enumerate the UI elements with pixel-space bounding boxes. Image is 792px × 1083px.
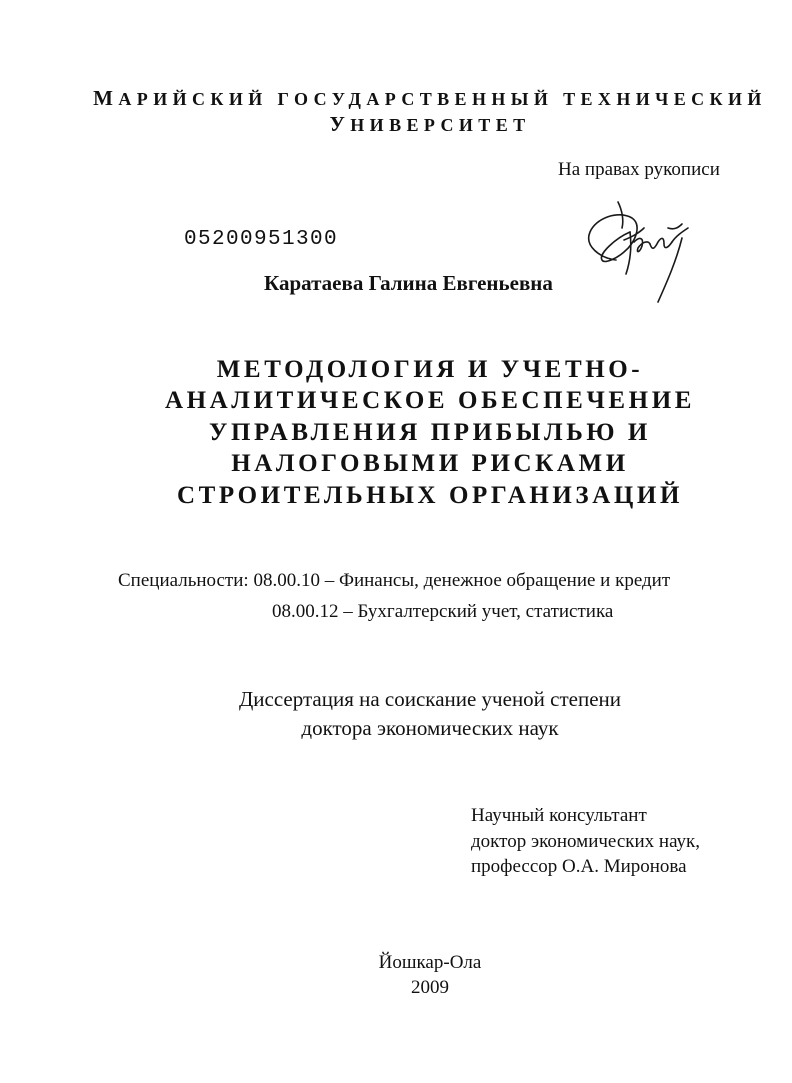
thesis-title-line: МЕТОДОЛОГИЯ И УЧЕТНО-: [216, 356, 644, 383]
university-line-1-rest: АРИЙСКИЙ ГОСУДАРСТВЕННЫЙ ТЕХНИЧЕСКИЙ: [118, 89, 767, 109]
specialty-item: 08.00.10 – Финансы, денежное обращение и кредит: [253, 570, 671, 591]
university-line-2-initial: У: [329, 112, 351, 136]
handwritten-signature: [578, 198, 700, 306]
scientific-consultant: [471, 803, 700, 880]
thesis-title-line: УПРАВЛЕНИЯ ПРИБЫЛЬЮ И: [209, 418, 651, 446]
university-name-line-1: [0, 86, 792, 112]
author-name: Каратаева Галина Евгеньевна: [264, 271, 553, 295]
consultant-role: Научный консультант: [471, 805, 647, 826]
university-name-line-2: [0, 112, 792, 138]
specialty-line-1: [118, 570, 670, 592]
consultant-name: профессор О.А. Миронова: [471, 856, 687, 877]
degree-line-1: Диссертация на соискание ученой степени: [238, 687, 622, 711]
consultant-degree: доктор экономических наук,: [471, 830, 701, 852]
specialties-label: Специальности:: [118, 570, 249, 591]
place-and-year: [280, 950, 580, 1000]
thesis-title: [100, 354, 760, 511]
university-header: [0, 86, 792, 138]
degree-statement: [100, 685, 760, 743]
year: 2009: [411, 977, 449, 998]
manuscript-note: На правах рукописи: [558, 159, 720, 180]
city: Йошкар-Ола: [378, 952, 482, 973]
specialty-item: 08.00.12 – Бухгалтерский учет, статистика: [272, 601, 614, 622]
thesis-title-line: СТРОИТЕЛЬНЫХ ОРГАНИЗАЦИЙ: [176, 481, 684, 509]
thesis-title-line: НАЛОГОВЫМИ РИСКАМИ: [231, 450, 629, 478]
specialty-line-2: [272, 601, 613, 623]
university-initial: М: [93, 86, 119, 110]
document-number: 05200951300: [184, 228, 339, 251]
university-line-2-rest: НИВЕРСИТЕТ: [350, 115, 531, 135]
degree-line-2: доктора экономических наук: [301, 716, 559, 740]
thesis-title-line: АНАЛИТИЧЕСКОЕ ОБЕСПЕЧЕНИЕ: [164, 387, 696, 415]
